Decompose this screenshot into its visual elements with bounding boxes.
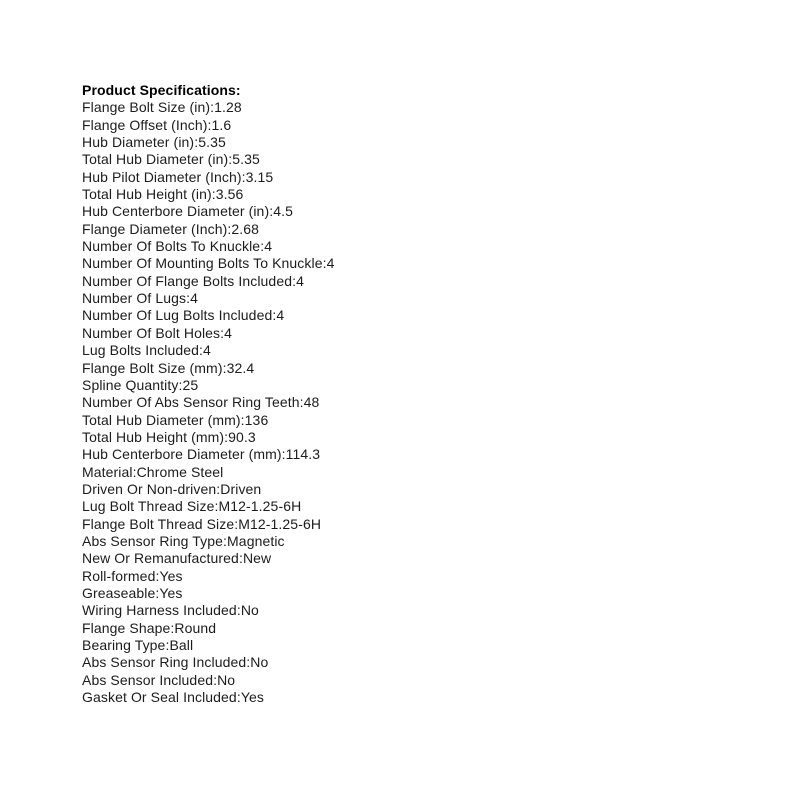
spec-label: Number Of Bolt Holes [82,324,221,341]
spec-separator: : [260,238,265,255]
spec-separator: : [199,342,203,359]
spec-value: 4 [224,324,233,341]
spec-line [82,325,722,342]
spec-line [82,360,722,377]
spec-label: Number Of Bolts To Knuckle [82,238,261,255]
spec-label: Flange Bolt Size (mm) [82,359,223,376]
spec-separator: : [155,584,160,601]
spec-value: Yes [159,584,183,601]
spec-separator: : [281,446,286,463]
spec-label: Abs Sensor Ring Type [82,532,224,549]
spec-value: 4 [190,290,199,307]
spec-separator: : [132,463,137,480]
spec-value: 1.6 [211,116,232,133]
spec-separator: : [170,619,175,636]
spec-line [82,186,722,203]
spec-separator: : [210,99,215,116]
spec-value: Yes [159,567,183,584]
spec-value: Chrome Steel [136,463,224,480]
spec-separator: : [220,324,225,341]
spec-label: Hub Diameter (in) [82,134,195,151]
spec-line [82,654,722,671]
spec-line [82,550,722,567]
spec-separator: : [224,428,229,445]
spec-label: Total Hub Height (mm) [82,428,225,445]
spec-value: 90.3 [228,428,256,445]
spec-separator: : [241,168,246,185]
spec-separator: : [236,689,241,706]
spec-line [82,464,722,481]
spec-separator: : [186,290,191,307]
spec-line [82,342,722,359]
spec-value: 1.28 [214,99,242,116]
spec-line [82,117,722,134]
spec-separator: : [194,134,199,151]
spec-line [82,255,722,272]
spec-line [82,151,722,168]
spec-label: Total Hub Height (in) [82,186,212,203]
spec-value: 48 [303,394,320,411]
spec-line [82,134,722,151]
spec-list [82,99,722,706]
spec-label: Hub Centerbore Diameter (mm) [82,446,282,463]
spec-line [82,169,722,186]
spec-label: Lug Bolt Thread Size [82,498,215,515]
spec-separator: : [292,272,297,289]
spec-line [82,620,722,637]
spec-label: Hub Centerbore Diameter (in) [82,203,270,220]
spec-line [82,412,722,429]
spec-line [82,307,722,324]
spec-label: Spline Quantity [82,376,179,393]
spec-value: M12-1.25-6H [218,498,302,515]
spec-label: Flange Bolt Size (in) [82,99,211,116]
spec-line [82,446,722,463]
spec-value: No [250,654,269,671]
spec-value: 3.56 [215,186,244,203]
spec-value: 4 [264,238,273,255]
spec-separator: : [155,567,160,584]
spec-value: 114.3 [285,446,321,463]
spec-label: Abs Sensor Included [82,671,214,688]
spec-heading: Product Specifications: [82,82,241,98]
spec-label: Gasket Or Seal Included [82,689,237,706]
spec-value: No [240,602,259,619]
product-spec-sheet [82,82,722,706]
spec-label: Flange Offset (Inch) [82,116,208,133]
spec-label: Total Hub Diameter (mm) [82,411,241,428]
spec-label: Roll-formed [82,567,156,584]
spec-separator: : [236,602,241,619]
spec-line [82,290,722,307]
spec-line [82,481,722,498]
spec-label: Abs Sensor Ring Included [82,654,247,671]
spec-separator: : [223,532,228,549]
spec-line [82,99,722,116]
spec-value: 25 [182,376,199,393]
spec-separator: : [269,203,274,220]
spec-value: Ball [169,637,194,653]
spec-separator: : [211,186,216,203]
spec-value: New [242,550,272,567]
spec-value: 4 [203,342,211,359]
spec-separator: : [228,151,233,168]
spec-line [82,238,722,255]
spec-line [82,377,722,394]
spec-separator: : [222,359,227,376]
spec-label: New Or Remanufactured [82,550,239,567]
spec-value: 5.35 [198,134,226,151]
spec-separator: : [227,220,232,237]
spec-value: Round [174,619,217,636]
spec-value: 4 [276,307,285,324]
spec-label: Driven Or Non-driven [82,480,217,497]
spec-separator: : [299,394,304,411]
spec-line [82,672,722,689]
spec-label: Flange Bolt Thread Size [82,515,235,532]
spec-line [82,637,722,654]
spec-label: Number Of Lug Bolts Included [82,307,273,324]
spec-line [82,429,722,446]
spec-separator: : [246,654,251,671]
spec-separator: : [238,550,243,567]
spec-label: Wiring Harness Included [82,602,237,619]
spec-separator: : [234,515,239,532]
spec-line [82,689,722,706]
spec-value: 4 [296,272,304,289]
spec-label: Hub Pilot Diameter (Inch) [82,168,242,185]
spec-value: Driven [220,480,262,497]
spec-value: 3.15 [245,168,274,185]
spec-label: Bearing Type [82,637,166,653]
spec-line [82,602,722,619]
spec-separator: : [178,376,183,393]
spec-line [82,221,722,238]
spec-separator: : [322,255,327,272]
spec-label: Total Hub Diameter (in) [82,151,229,168]
spec-line [82,568,722,585]
spec-label: Number Of Abs Sensor Ring Teeth [82,394,300,411]
spec-line [82,203,722,220]
spec-line [82,516,722,533]
spec-label: Lug Bolts Included [82,342,199,359]
spec-value: 32.4 [226,359,255,376]
spec-label: Number Of Mounting Bolts To Knuckle [82,255,323,272]
spec-label: Material [82,463,133,480]
spec-separator: : [213,671,218,688]
spec-label: Number Of Lugs [82,290,187,307]
spec-separator: : [165,637,170,653]
spec-line [82,394,722,411]
spec-line [82,585,722,602]
spec-value: M12-1.25-6H [238,515,322,532]
spec-value: Magnetic [227,532,285,549]
spec-line [82,273,722,290]
spec-label: Greaseable [82,584,156,601]
spec-separator: : [207,116,212,133]
spec-value: 136 [244,411,269,428]
spec-separator: : [216,480,221,497]
spec-value: Yes [240,689,264,706]
spec-value: 5.35 [232,151,260,168]
spec-separator: : [272,307,277,324]
spec-value: No [217,671,236,688]
spec-label: Flange Diameter (Inch) [82,220,228,237]
spec-line [82,533,722,550]
spec-value: 4.5 [273,203,293,220]
spec-value: 2.68 [231,220,260,237]
spec-label: Flange Shape [82,619,171,636]
spec-line [82,498,722,515]
spec-label: Number Of Flange Bolts Included [82,272,293,289]
spec-separator: : [214,498,219,515]
spec-separator: : [240,411,245,428]
spec-value: 4 [326,255,335,272]
